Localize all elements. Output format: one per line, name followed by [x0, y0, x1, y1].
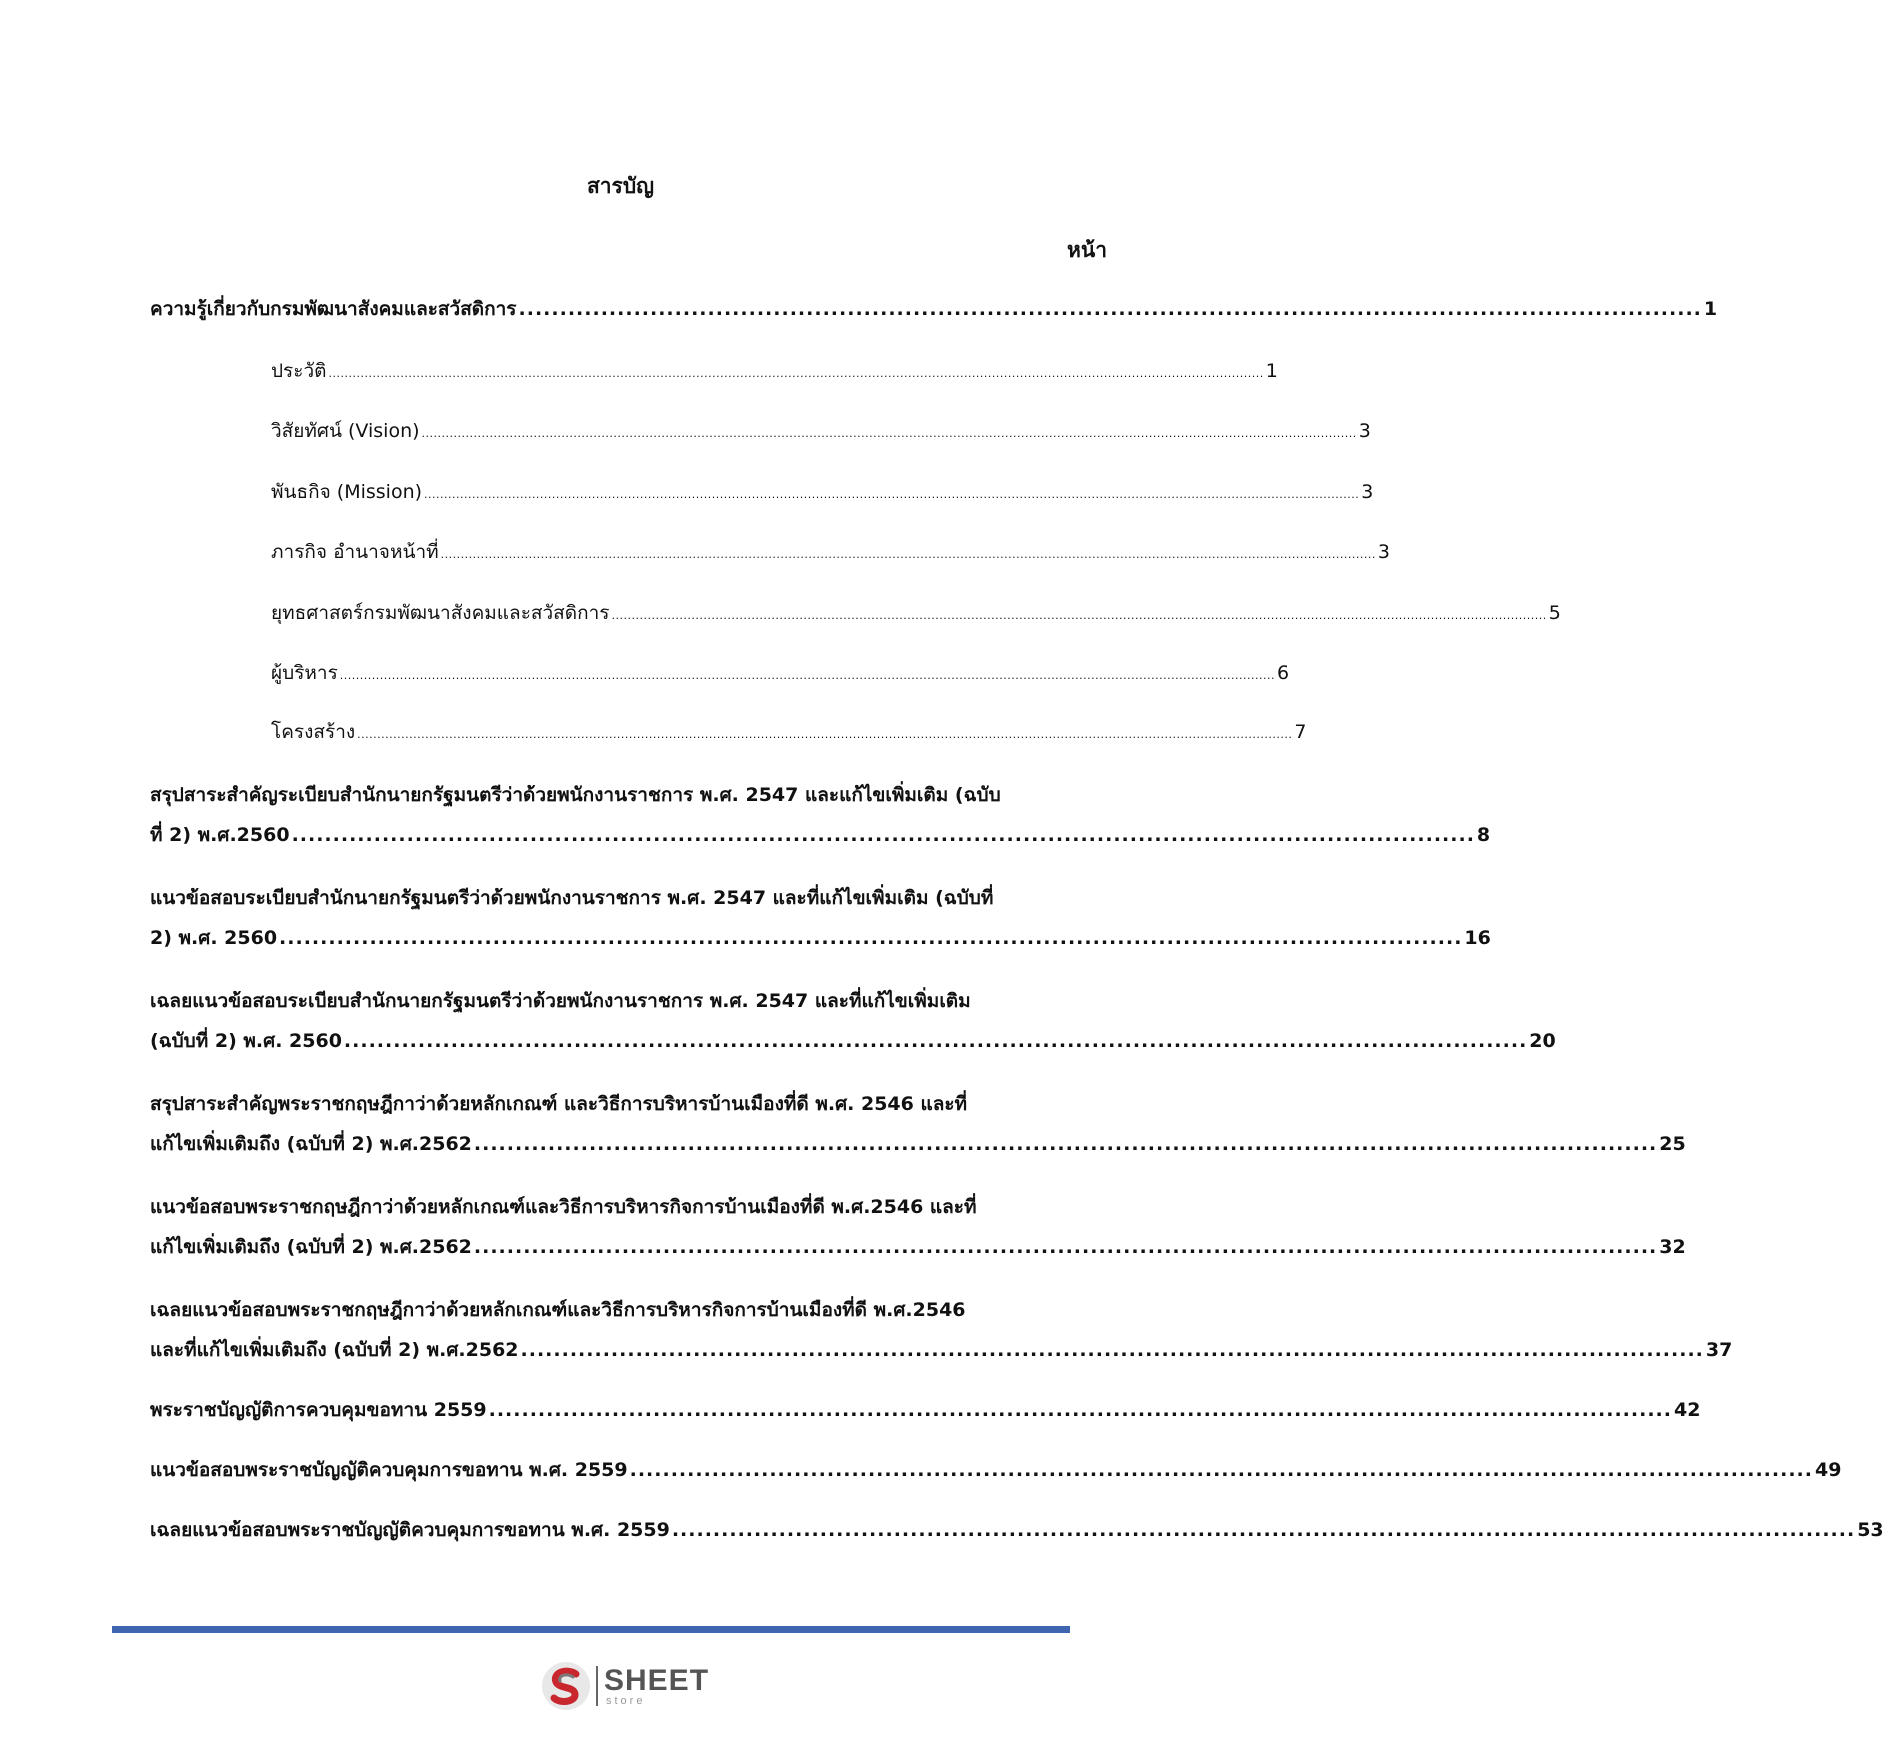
logo-subtext: store	[606, 1694, 646, 1707]
toc-entry-page: 1	[1703, 298, 1718, 320]
toc-subentry[interactable]	[271, 537, 1390, 567]
toc-entry-page: 42	[1673, 1399, 1701, 1421]
toc-entry-line1: แนวข้อสอบพระราชกฤษฎีกาว่าด้วยหลักเกณฑ์และวิธีการบริหารกิจการบ้านเมืองที่ดี พ.ศ.2546 และที่	[150, 1196, 977, 1218]
toc-entry-page: 3	[1361, 481, 1374, 503]
toc-entry-text: 2) พ.ศ. 2560	[150, 927, 278, 949]
toc-subentry[interactable]	[271, 598, 1561, 628]
dot-leader: ................................................................................................................................................	[520, 1339, 1704, 1361]
toc-entry-line1: สรุปสาระสำคัญระเบียบสำนักนายกรัฐมนตรีว่าด้วยพนักงานราชการ พ.ศ. 2547 และแก้ไขเพิ่มเติม (ฉบับ	[150, 784, 1001, 806]
toc-entry-text: แนวข้อสอบพระราชบัญญัติควบคุมการขอทาน พ.ศ. 2559	[150, 1459, 628, 1481]
dot-leader: ................................................................................................................................................	[343, 1030, 1528, 1052]
toc-subentry[interactable]	[271, 658, 1290, 688]
toc-entry[interactable]	[150, 1232, 1686, 1262]
toc-subentry[interactable]	[271, 416, 1371, 446]
toc-entry[interactable]	[150, 1129, 1686, 1159]
dot-leader: ..........................................................................................................................................................................................................................................	[421, 427, 1357, 440]
dot-leader: ..........................................................................................................................................................................................................................................	[328, 367, 1264, 380]
toc-entry-text: และที่แก้ไขเพิ่มเติมถึง (ฉบับที่ 2) พ.ศ.2562	[150, 1339, 519, 1361]
toc-entry-text: แก้ไขเพิ่มเติมถึง (ฉบับที่ 2) พ.ศ.2562	[150, 1133, 472, 1155]
toc-entry-page: 32	[1659, 1236, 1686, 1258]
toc-entry-page: 3	[1377, 541, 1390, 563]
toc-entry[interactable]	[150, 820, 1491, 850]
dot-leader: ................................................................................................................................................	[671, 1519, 1856, 1541]
toc-entry-text: แก้ไขเพิ่มเติมถึง (ฉบับที่ 2) พ.ศ.2562	[150, 1236, 472, 1258]
dot-leader: ..........................................................................................................................................................................................................................................	[424, 488, 1360, 501]
toc-entry-page: 1	[1265, 360, 1278, 382]
dot-leader: ................................................................................................................................................	[473, 1236, 1658, 1258]
toc-entry-text: พระราชบัญญัติการควบคุมขอทาน 2559	[150, 1399, 487, 1421]
toc-entry-line1: เฉลยแนวข้อสอบระเบียบสำนักนายกรัฐมนตรีว่าด้วยพนักงานราชการ พ.ศ. 2547 และที่แก้ไขเพิ่มเติม	[150, 990, 971, 1012]
toc-entry-text: ยุทธศาสตร์กรมพัฒนาสังคมและสวัสดิการ	[271, 602, 610, 624]
toc-entry-line1: แนวข้อสอบระเบียบสำนักนายกรัฐมนตรีว่าด้วยพนักงานราชการ พ.ศ. 2547 และที่แก้ไขเพิ่มเติม (ฉบับที่	[150, 887, 994, 909]
toc-title: สารบัญ	[586, 174, 655, 198]
toc-entry-line1: สรุปสาระสำคัญพระราชกฤษฎีกาว่าด้วยหลักเกณฑ์ และวิธีการบริหารบ้านเมืองที่ดี พ.ศ. 2546 และที่	[150, 1093, 968, 1115]
dot-leader: ................................................................................................................................................	[473, 1133, 1658, 1155]
dot-leader: ..........................................................................................................................................................................................................................................	[339, 669, 1275, 682]
dot-leader: ................................................................................................................................................	[629, 1459, 1813, 1481]
sheet-store-logo	[540, 1658, 710, 1714]
toc-entry-text: เฉลยแนวข้อสอบพระราชบัญญัติควบคุมการขอทาน พ.ศ. 2559	[150, 1519, 670, 1541]
logo-text: SHEET	[604, 1663, 710, 1697]
toc-subentry[interactable]	[271, 356, 1278, 386]
toc-entry-text: ที่ 2) พ.ศ.2560	[150, 824, 290, 846]
toc-entry-text: ผู้บริหาร	[271, 662, 338, 684]
page-column-header: หน้า	[1067, 238, 1107, 262]
toc-entry-text: ความรู้เกี่ยวกับกรมพัฒนาสังคมและสวัสดิการ	[150, 298, 517, 320]
toc-entry-text: ประวัติ	[271, 360, 327, 382]
toc-entry-page: 8	[1476, 824, 1491, 846]
toc-subentry[interactable]	[271, 717, 1307, 747]
toc-entry-page: 53	[1857, 1519, 1884, 1541]
toc-entry[interactable]	[150, 923, 1491, 953]
toc-entry-page: 7	[1294, 721, 1307, 743]
dot-leader: ..........................................................................................................................................................................................................................................	[357, 728, 1293, 741]
toc-entry[interactable]	[150, 294, 1718, 324]
toc-entry-page: 6	[1277, 662, 1290, 684]
toc-entry-page: 37	[1705, 1339, 1733, 1361]
toc-entry[interactable]	[150, 1335, 1733, 1365]
toc-entry-text: (ฉบับที่ 2) พ.ศ. 2560	[150, 1030, 342, 1052]
toc-entry[interactable]	[150, 1455, 1842, 1485]
toc-entry-page: 3	[1358, 420, 1371, 442]
toc-entry-page: 5	[1548, 602, 1561, 624]
toc-entry[interactable]	[150, 1515, 1884, 1545]
dot-leader: ................................................................................................................................................	[291, 824, 1475, 846]
logo-divider	[596, 1666, 598, 1706]
dot-leader: ..........................................................................................................................................................................................................................................	[440, 548, 1376, 561]
sheet-store-logo-icon	[540, 1660, 592, 1712]
toc-entry-page: 20	[1529, 1030, 1556, 1052]
toc-entry-text: พันธกิจ (Mission)	[271, 481, 423, 503]
toc-entry-text: ภารกิจ อำนาจหน้าที่	[271, 541, 439, 563]
dot-leader: ................................................................................................................................................	[488, 1399, 1672, 1421]
toc-entry-page: 16	[1464, 927, 1491, 949]
toc-entry[interactable]	[150, 1026, 1556, 1056]
toc-entry-page: 25	[1659, 1133, 1686, 1155]
toc-subentry[interactable]	[271, 477, 1374, 507]
toc-entry-text: วิสัยทัศน์ (Vision)	[271, 420, 420, 442]
toc-entry[interactable]	[150, 1395, 1701, 1425]
dot-leader: ................................................................................................................................................	[279, 927, 1463, 949]
toc-entry-line1: เฉลยแนวข้อสอบพระราชกฤษฎีกาว่าด้วยหลักเกณฑ์และวิธีการบริหารกิจการบ้านเมืองที่ดี พ.ศ.2546	[150, 1299, 966, 1321]
dot-leader: ................................................................................................................................................	[518, 298, 1702, 320]
toc-entry-page: 49	[1814, 1459, 1842, 1481]
toc-entry-text: โครงสร้าง	[271, 721, 356, 743]
footer-rule	[112, 1626, 1070, 1633]
dot-leader: ..........................................................................................................................................................................................................................................	[611, 609, 1547, 622]
